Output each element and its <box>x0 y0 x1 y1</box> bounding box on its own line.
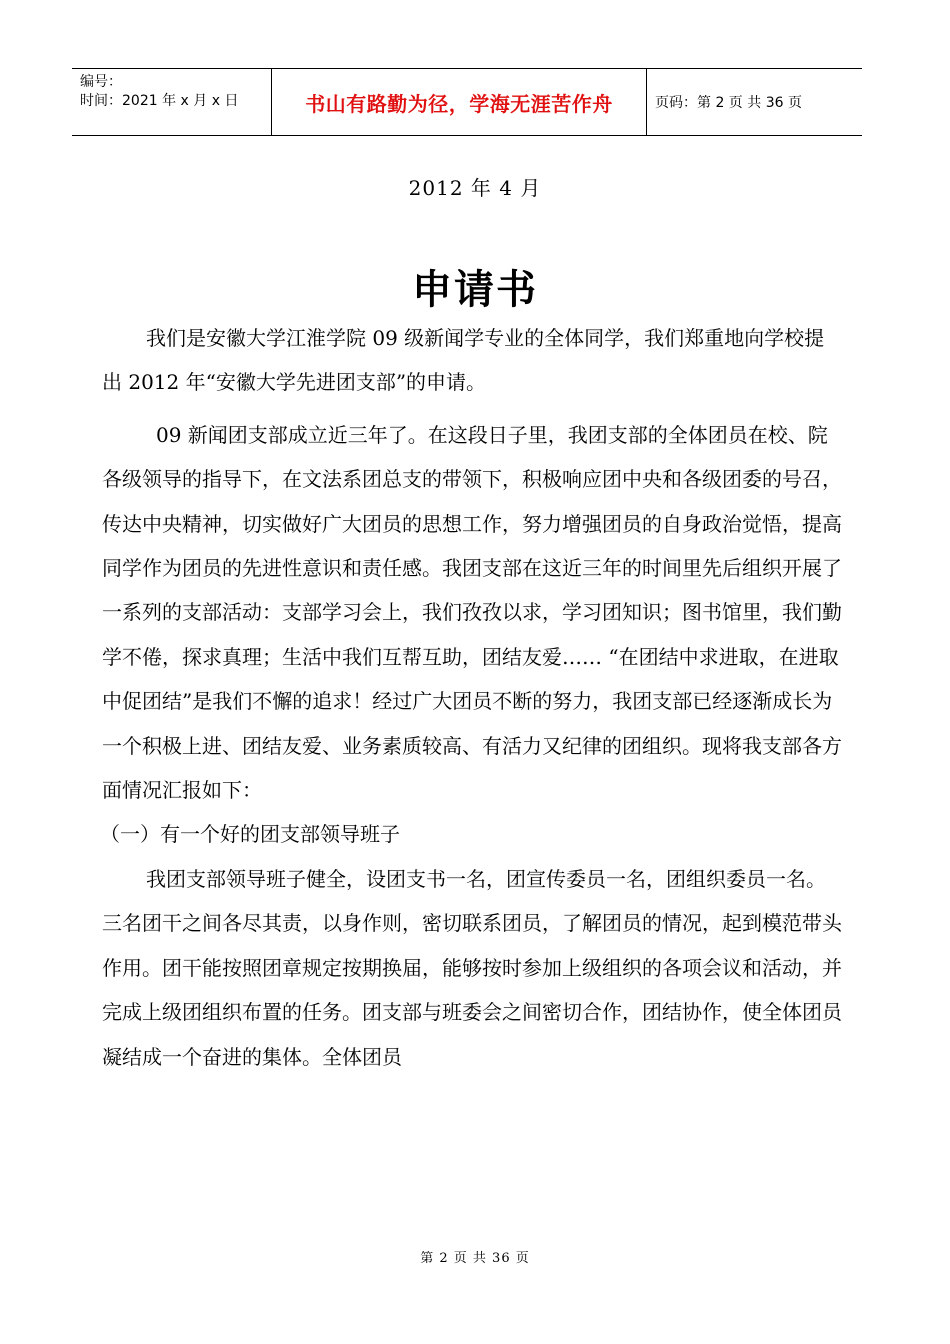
paragraph: 我们是安徽大学江淮学院 09 级新闻学专业的全体同学，我们郑重地向学校提出 2012 年“安徽大学先进团支部”的申请。 <box>102 326 825 395</box>
number-label: 编号： <box>80 74 122 90</box>
header-left-cell <box>72 69 272 135</box>
document-title: 申请书 <box>412 267 538 313</box>
paragraph: 我团支部领导班子健全，设团支书一名，团宣传委员一名，团组织委员一名。三名团干之间各尽其责，以身作则，密切联系团员，了解团员的情况，起到模范带头作用。团干能按照团章规定按期换届，能够按时参加上级组织的各项会议和活动，并完成上级团组织布置的任务。团支部与班委会之间密切合作，团结协作，使全体团员凝结成一个奋进的集体。全体团员 <box>102 866 842 1069</box>
section-heading: （一）有一个好的团支部领导班子 <box>100 822 400 847</box>
paragraph: 09 新闻团支部成立近三年了。在这段日子里，我团支部的全体团员在校、院各级领导的指导下，在文法系团总支的带领下，积极响应团中央和各级团委的号召，传达中央精神，切实做好广大团员的思想工作，努力增强团员的自身政治觉悟，提高同学作为团员的先进性意识和责任感。我团支部在这近三年的时间里先后组织开展了一系列的支部活动：支部学习会上，我们孜孜以求，学习团知识；图书馆里，我们勤学不倦，探求真理；生活中我们互帮互助，团结友爱…… “在团结中求进取，在进取中促团结”是我们不懈的追求！经过广大团员不断的努力，我团支部已经逐渐成长为一个积极上进、团结友爱、业务素质较高、有活力又纪律的团组织。现将我支部各方面情况汇报如下： <box>102 422 842 803</box>
document-body <box>102 316 842 1079</box>
header-table <box>72 68 862 136</box>
motto: 书山有路勤为径，学海无涯苦作舟 <box>272 69 647 135</box>
time-label: 时间：2021 年 x 月 x 日 <box>80 93 239 109</box>
page-info: 页码：第 2 页 共 36 页 <box>655 95 802 111</box>
page-footer: 第 2 页 共 36 页 <box>420 1251 530 1266</box>
document-date: 2012 年 4 月 <box>408 176 542 200</box>
